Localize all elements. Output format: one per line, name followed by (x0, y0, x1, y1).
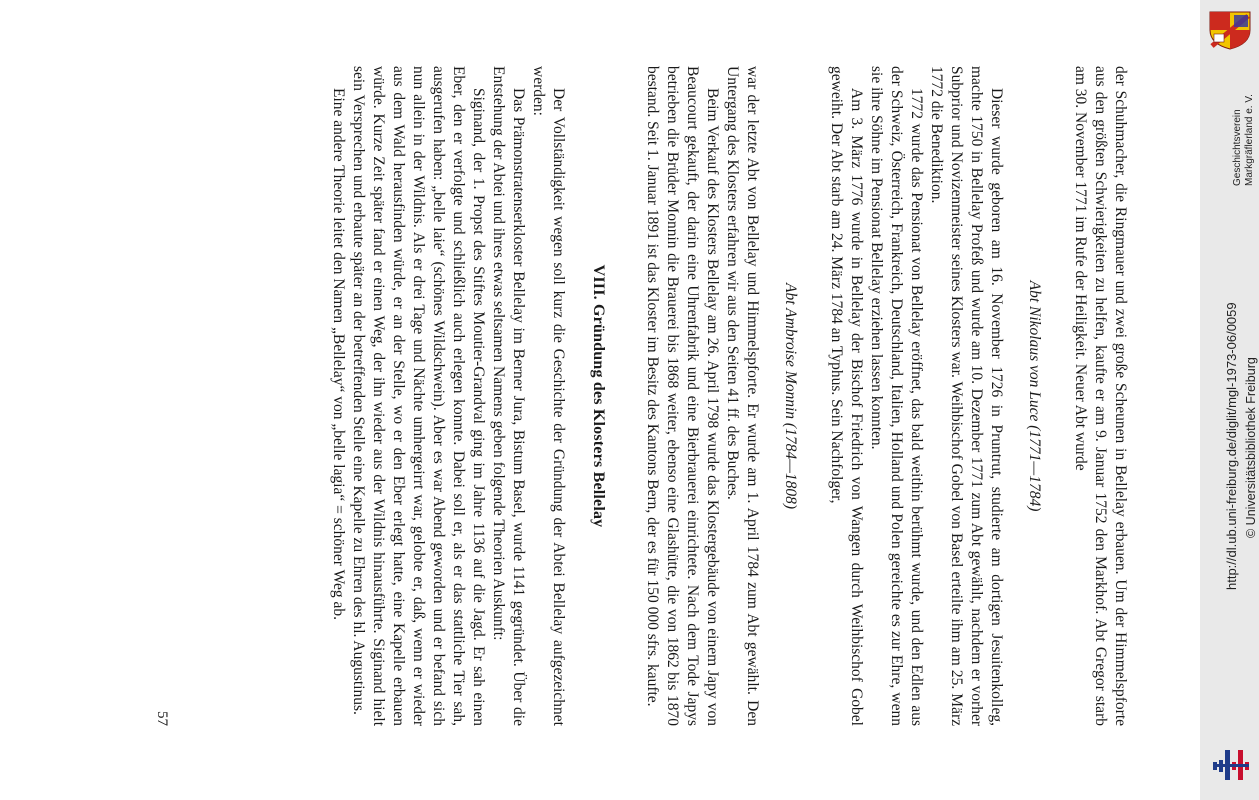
paragraph: Der Vollständigkeit wegen soll kurz die Geschichte der Gründung der Abtei Bellelay aufgezeichnet werden: (530, 66, 567, 726)
page-body (328, 66, 1130, 726)
society-name-line2: Markgräflerland e. V. (1244, 94, 1255, 186)
ub-freiburg-logo-icon[interactable] (1209, 742, 1253, 786)
copyright-notice: © Universitätsbibliothek Freiburg (1244, 357, 1258, 538)
chapter-heading-gruendung: VIII. Gründung des Klosters Bellelay (590, 264, 607, 528)
intro-paragraph: der Schuhmacher, die Ringmauer und zwei große Scheunen in Bellelay erbauen. Um der Himmelspforte aus den größten Schwierigkeiten zu helfen, kaufte er am 9. Januar 1752 den Markhof. Abt Gregor starb am 30. November 1771 im Rufe der Heiligkeit. Neuer Abt wurde (1072, 66, 1129, 726)
paragraph: war der letzte Abt von Bellelay und Himmelspforte. Er wurde am 1. April 1784 zum Abt gewählt. Den Untergang des Klosters erfahren wir aus den Seiten 41 ff. des Buches. (724, 66, 761, 726)
paragraph: Siginand, der 1. Propst des Stiftes Moutier-Grandval ging im Jahre 1136 auf die Jagd. Er sah einen Eber, den er verfolgte und schließlich auch erlegen konnte. Dabei soll er, als er das stattliche Tier sah, ausgerufen haben: „belle laie“ (schönes Wildschwein). Aber es war Abend geworden und er befand sich nun allein in der Wildnis. Als er drei Tage und Nächte umhergeirrt war, gelobte er, daß, wenn er wieder aus dem Wald herausfinden würde, er an der Stelle, wo er den Eber erlegt hatte, eine Kapelle erbauen würde. Kurze Zeit später fand er einen Weg, der ihn wieder aus der Wildnis hinausführte. Siginand hielt sein Versprechen und erbaute später an der betreffenden Stelle eine Kapelle zu Ehren des hl. Augustinus. (350, 66, 487, 726)
paragraph: Beim Verkauf des Klosters Bellelay am 26. April 1798 wurde das Klostergebäude von einem Japy von Beaucourt gekauft, der darin eine Uhrenfabrik und eine Bierbrauerei einrichtete. Nach dem Tode Japys betrieben die Brüder Monnin die Brauerei bis 1868 weiter, ebenso eine Glashütte, die von 1862 bis 1870 bestand. Seit 1. Januar 1891 ist das Kloster im Besitz des Kantons Bern, der es für 150 000 sfrs. kaufte. (644, 66, 721, 726)
page-number: 57 (154, 711, 170, 726)
paragraph: Eine andere Theorie leitet den Namen „Bellelay“ von „belle lagia“ = schöner Weg ab. (330, 88, 347, 620)
coat-of-arms-icon (1208, 10, 1252, 50)
paragraph: Das Prämonstratenserkloster Bellelay im Berner Jura, Bistum Basel, wurde 1141 gegründet. Über die Entstehung der Abtei und ihres etwas seltsamen Namens geben folgende Theorien Auskunft: (490, 66, 527, 726)
document-url-link[interactable]: http://dl.ub.uni-freiburg.de/diglit/mgl-1973-06/0059 (1224, 302, 1239, 590)
paragraph: 1772 wurde das Pensionat von Bellelay eröffnet, das bald weithin berühmt wurde, und den Edlen aus der Schweiz, Österreich, Frankreich, Deutschland, Italien, Holland und Polen gereichte es zur Ehre, wenn sie ihre Söhne im Pensionat Bellelay erziehen lassen konnten. (868, 66, 925, 726)
society-name-line1: Geschichtsverein (1232, 109, 1243, 186)
section-heading-ambroise: Abt Ambroise Monnin (1784—1808) (782, 282, 799, 510)
section-heading-nikolaus: Abt Nikolaus von Luce (1771—1784) (1026, 280, 1043, 512)
paragraph: Am 3. März 1776 wurde in Bellelay der Bischof Friedrich von Wangen durch Weihbischof Gobel geweiht. Der Abt starb am 24. März 1784 an Typhus. Sein Nachfolger, (828, 66, 865, 726)
paragraph: Dieser wurde geboren am 16. November 1726 in Pruntrut, studierte am dortigen Jesuitenkolleg, machte 1750 in Bellelay Profeß und wurde am 10. Dezember 1771 zum Abt gewählt, nachdem er vorher Subprior und Novizenmeister seines Klosters war. Weihbischof Gobel von Basel erteilte ihm am 25. März 1772 die Benediktion. (928, 66, 1005, 726)
